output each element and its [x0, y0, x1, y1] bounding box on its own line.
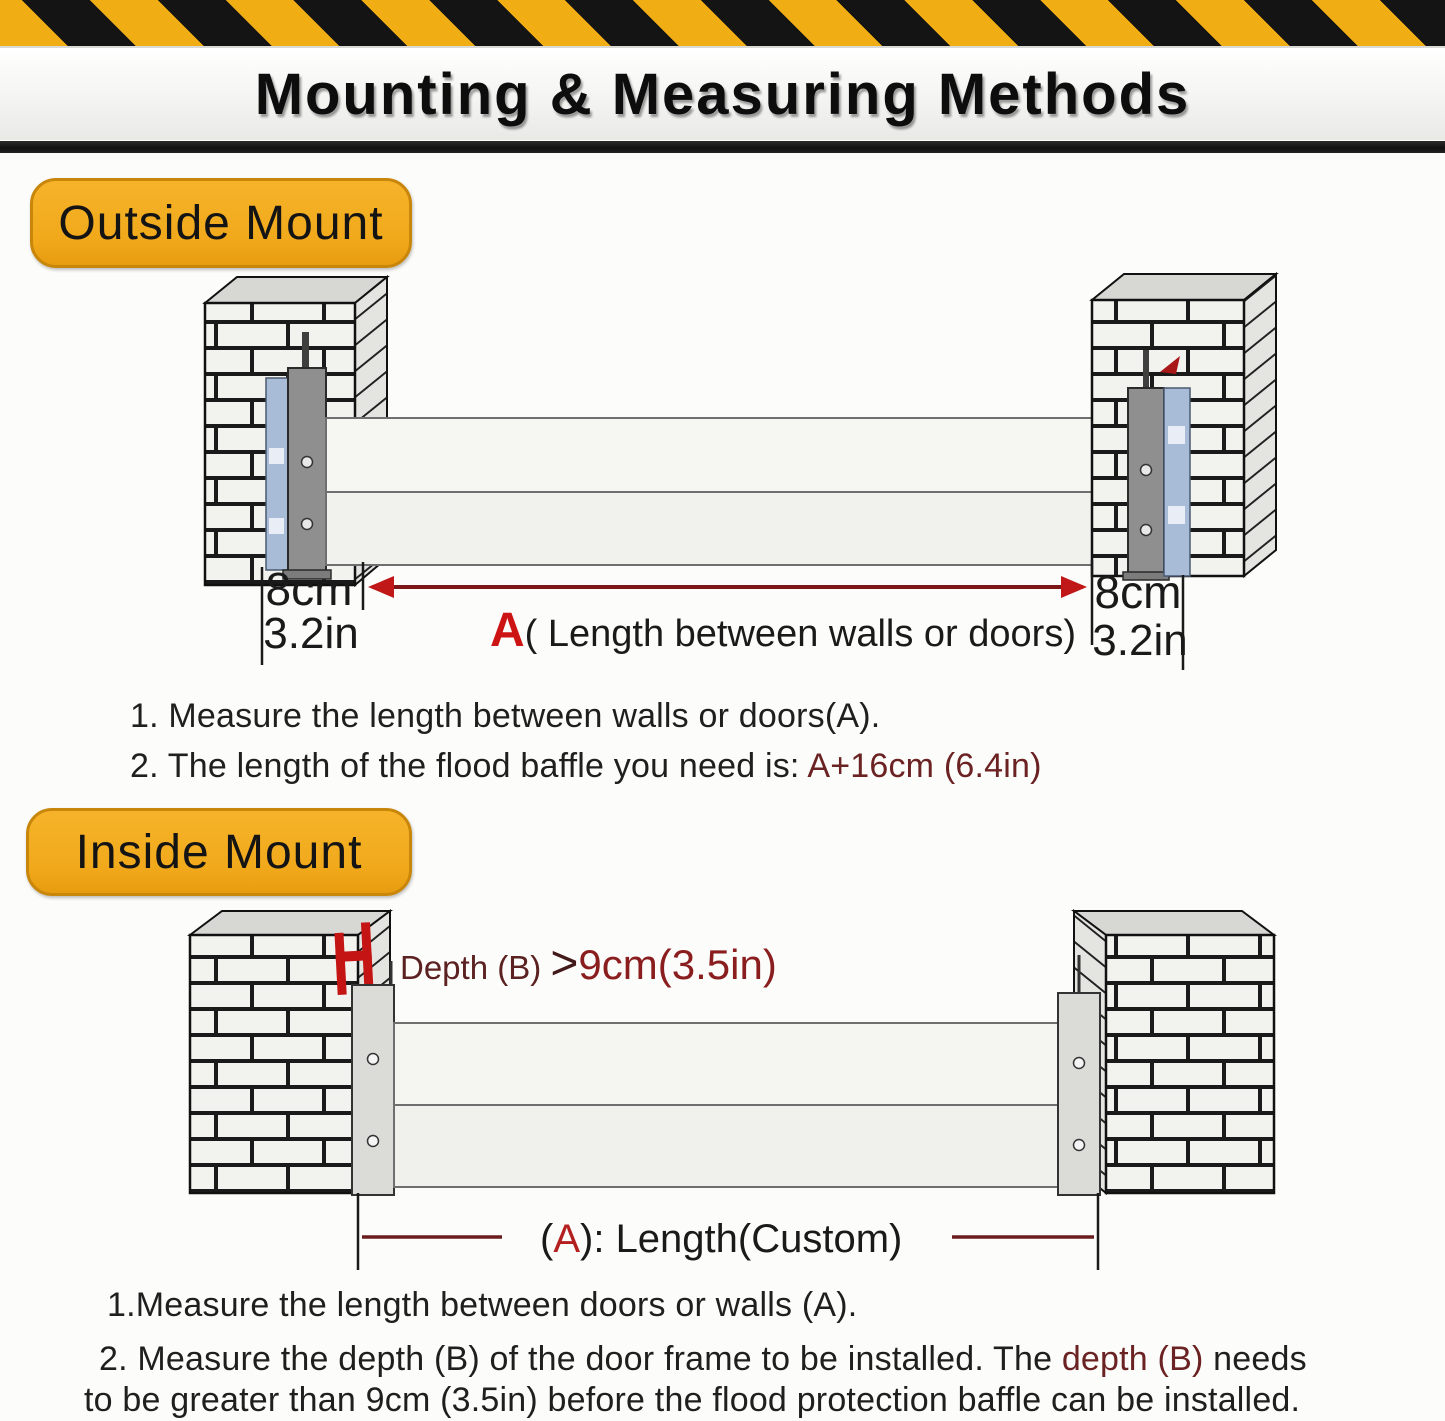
length-label-rest: ): Length(Custom)	[580, 1217, 903, 1261]
inside-mount-badge-label: Inside Mount	[75, 825, 363, 879]
screw-hole	[1074, 1140, 1085, 1151]
dim-right-in: 3.2in	[1092, 616, 1188, 665]
outside-right-pillar	[1092, 274, 1276, 580]
slot-highlight	[269, 448, 284, 464]
screw-hole	[368, 1054, 379, 1065]
depth-annotation-prefix: Depth (B)	[400, 949, 551, 986]
dim-left-cm: 8cm	[265, 563, 353, 615]
pillar-brick-face	[190, 935, 358, 1193]
screw-hole	[1141, 525, 1152, 536]
arrowhead-left-icon	[368, 576, 394, 598]
inside-dimension	[358, 1193, 1098, 1270]
mounting-channel	[1128, 388, 1164, 576]
channel-slot	[1164, 388, 1190, 576]
slot-highlight	[1168, 506, 1185, 524]
inside-step-1	[107, 1286, 857, 1325]
screw-hole	[368, 1136, 379, 1147]
title-underline-bar	[0, 141, 1445, 153]
pillar-top-face	[190, 911, 390, 935]
flood-barrier	[326, 418, 1132, 565]
inside-left-pillar	[190, 911, 394, 1195]
dim-left-in: 3.2in	[263, 609, 359, 658]
screw-hole	[302, 457, 313, 468]
barrier-panel-top	[394, 1023, 1058, 1105]
outside-mount-badge-label: Outside Mount	[58, 196, 384, 250]
outside-step-2-text: 2. The length of the flood baffle you need is:	[130, 747, 808, 785]
inside-mount-badge	[26, 808, 412, 896]
outside-dimension	[262, 560, 1188, 670]
outside-step-2	[130, 747, 1042, 786]
outside-mount-diagram	[0, 270, 1445, 680]
greater-than-sign: >	[550, 937, 579, 990]
length-label-open: (	[540, 1217, 554, 1261]
dim-length-text: ( Length between walls or doors)	[524, 613, 1076, 655]
flood-barrier	[394, 1023, 1058, 1187]
inside-step-2-continued: to be greater than 9cm (3.5in) before the flood protection baffle can be installed.	[84, 1381, 1301, 1419]
inside-mount-diagram	[0, 905, 1445, 1285]
slot-highlight	[1168, 426, 1185, 444]
inside-step-2-line-2	[84, 1381, 1300, 1420]
inside-right-pillar	[1058, 911, 1274, 1195]
depth-annotation	[400, 937, 777, 990]
barrier-panel-bottom	[326, 492, 1132, 565]
inside-step-2-line-1	[99, 1340, 1307, 1379]
channel-anchor-rod	[302, 332, 309, 372]
outside-step-1-text: 1. Measure the length between walls or doors(A).	[130, 697, 881, 735]
channel-slot	[266, 378, 290, 570]
arrowhead-right-icon	[1061, 576, 1087, 598]
dim-length-letter: A	[490, 604, 525, 657]
barrier-panel-top	[326, 418, 1132, 492]
title-band	[0, 48, 1445, 140]
outside-step-1	[130, 697, 880, 736]
inside-step-2-tail: needs	[1203, 1340, 1307, 1378]
screw-hole	[1074, 1058, 1085, 1069]
dim-right-cm: 8cm	[1094, 566, 1182, 618]
outside-mount-badge	[30, 178, 412, 268]
inside-step-2-depth: depth (B)	[1061, 1340, 1204, 1378]
outside-step-2-formula: A+16cm (6.4in)	[807, 747, 1042, 785]
inside-step-2-text: 2. Measure the depth (B) of the door frame to be installed. The	[99, 1340, 1062, 1378]
page-title: Mounting & Measuring Methods	[254, 61, 1191, 127]
pillar-side-face	[1244, 274, 1276, 576]
mounting-channel	[352, 985, 394, 1195]
inside-step-1-text: 1.Measure the length between doors or walls (A).	[107, 1286, 858, 1324]
screw-hole	[302, 519, 313, 530]
barrier-panel-bottom	[394, 1105, 1058, 1187]
mounting-channel	[288, 368, 326, 574]
length-label	[540, 1217, 902, 1261]
hazard-stripe-banner	[0, 0, 1445, 48]
dim-length-label	[490, 604, 1076, 657]
pillar-brick-face	[1106, 935, 1274, 1193]
pillar-top-face	[1074, 911, 1274, 935]
length-label-letter: A	[553, 1217, 581, 1261]
screw-hole	[1141, 465, 1152, 476]
depth-annotation-value: 9cm(3.5in)	[578, 941, 777, 988]
slot-highlight	[269, 518, 284, 534]
channel-anchor-rod	[1143, 350, 1149, 388]
mounting-channel	[1058, 993, 1100, 1195]
